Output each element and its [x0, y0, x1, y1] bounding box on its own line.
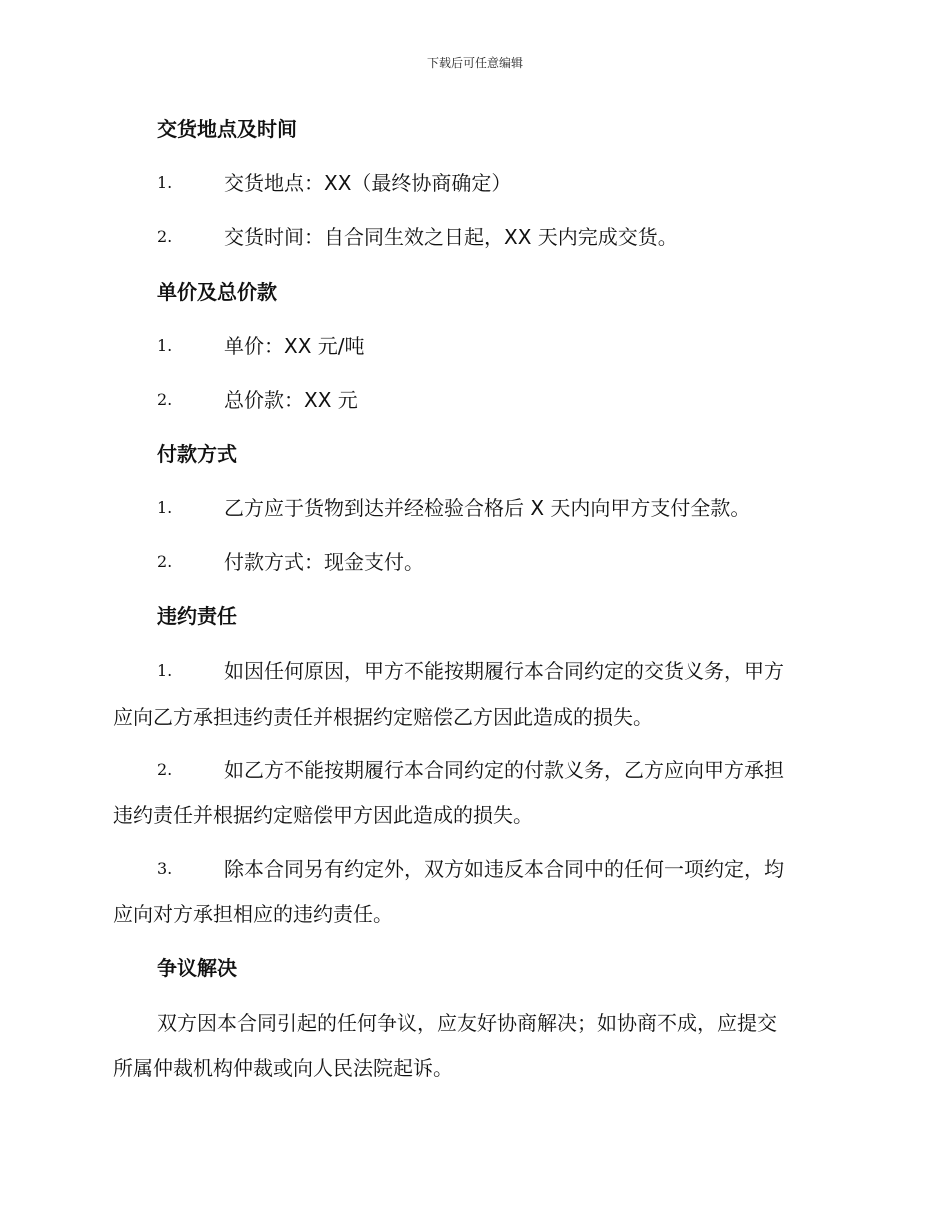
section-heading-delivery: 交货地点及时间 [157, 117, 297, 141]
item-number: 2. [157, 227, 173, 246]
section-heading-liability: 违约责任 [157, 604, 237, 628]
item-number: 1. [157, 336, 173, 355]
paragraph-continuation: 所属仲裁机构仲裁或向人民法院起诉。 [113, 1056, 453, 1080]
item-text: 总价款：XX 元 [224, 388, 358, 412]
section-heading-price: 单价及总价款 [157, 280, 277, 304]
paragraph-text: 双方因本合同引起的任何争议，应友好协商解决；如协商不成，应提交 [157, 1011, 777, 1035]
item-text-continuation: 违约责任并根据约定赔偿甲方因此造成的损失。 [113, 803, 533, 827]
item-number: 3. [157, 859, 173, 878]
item-number: 2. [157, 390, 173, 409]
item-number: 1. [157, 498, 173, 517]
item-number: 1. [157, 661, 173, 680]
item-number: 2. [157, 552, 173, 571]
page-header: 下载后可任意编辑 [426, 56, 523, 70]
item-text: 付款方式：现金支付。 [224, 550, 424, 574]
item-text: 单价：XX 元/吨 [224, 334, 365, 358]
section-heading-dispute: 争议解决 [157, 956, 237, 980]
item-text: 如乙方不能按期履行本合同约定的付款义务，乙方应向甲方承担 [224, 758, 784, 782]
item-text: 乙方应于货物到达并经检验合格后 X 天内向甲方支付全款。 [224, 496, 751, 520]
item-text: 如因任何原因，甲方不能按期履行本合同约定的交货义务，甲方 [224, 659, 784, 683]
item-text: 交货地点：XX（最终协商确定） [224, 171, 512, 195]
item-text-continuation: 应向乙方承担违约责任并根据约定赔偿乙方因此造成的损失。 [113, 705, 653, 729]
section-heading-payment: 付款方式 [157, 442, 237, 466]
item-text: 除本合同另有约定外，双方如违反本合同中的任何一项约定，均 [224, 857, 784, 881]
item-number: 2. [157, 760, 173, 779]
item-text-continuation: 应向对方承担相应的违约责任。 [113, 902, 393, 926]
item-number: 1. [157, 173, 173, 192]
item-text: 交货时间：自合同生效之日起，XX 天内完成交货。 [224, 225, 678, 249]
